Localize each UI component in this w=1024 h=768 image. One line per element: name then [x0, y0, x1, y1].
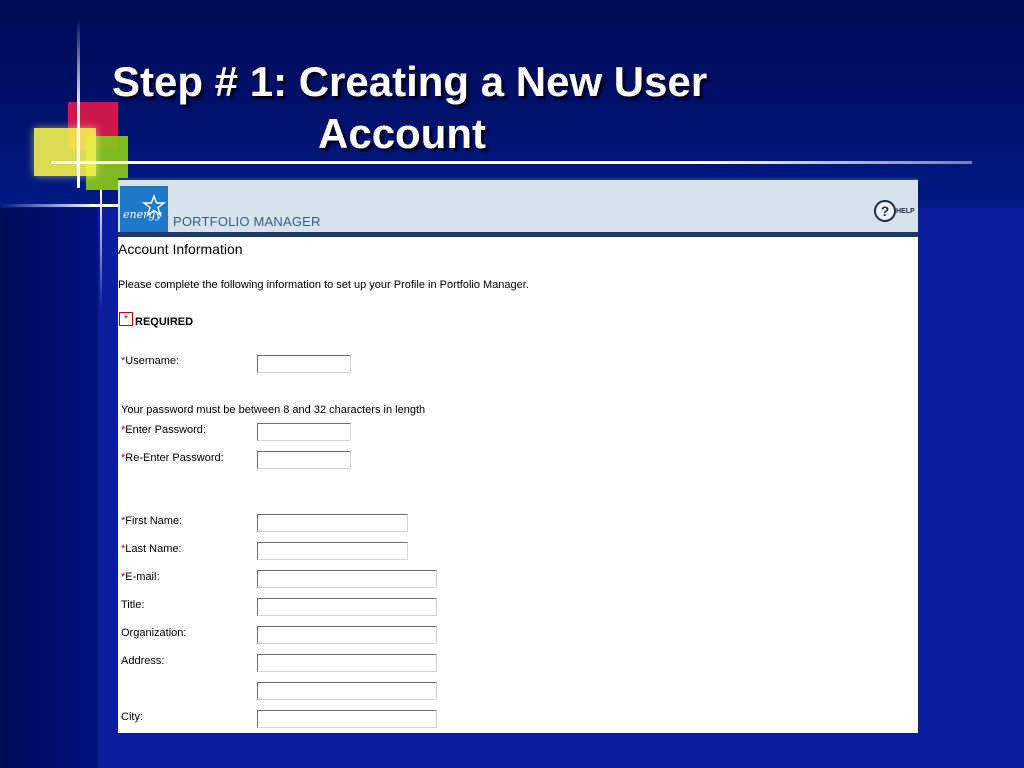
slide-title: [112, 56, 872, 160]
password-input[interactable]: [257, 423, 351, 441]
username-label: *Username:: [121, 355, 180, 367]
email-input[interactable]: [257, 570, 437, 588]
organization-label: Organization:: [121, 627, 187, 639]
required-star: *: [121, 452, 126, 464]
portfolio-manager-screenshot: [118, 178, 918, 733]
intro-text: Please complete the following information to set up your Profile in Portfolio Manager.: [118, 279, 529, 291]
password-confirm-label: *Re-Enter Password:: [121, 452, 224, 464]
logo-text: energy: [123, 208, 162, 221]
question-mark-icon[interactable]: ?: [874, 200, 896, 222]
section-title: Account Information: [118, 241, 243, 257]
energy-star-icon: [142, 194, 166, 218]
decor-horizontal-line: [52, 161, 972, 164]
help-link[interactable]: HELP: [896, 208, 915, 215]
password-note: Your password must be between 8 and 32 characters in length: [121, 404, 426, 416]
required-star: *: [121, 515, 126, 527]
email-label: *E-mail:: [121, 571, 160, 583]
required-star: *: [121, 571, 126, 583]
required-marker-box: *: [119, 312, 133, 326]
energy-star-logo: [120, 186, 168, 234]
last-name-input[interactable]: [257, 542, 408, 560]
address-line2-input[interactable]: [257, 682, 437, 700]
first-name-input[interactable]: [257, 514, 408, 532]
password-label: *Enter Password:: [121, 424, 206, 436]
slide-left-strip: [0, 208, 98, 768]
organization-input[interactable]: [257, 626, 437, 644]
app-title: PORTFOLIO MANAGER: [173, 214, 321, 229]
required-star: *: [121, 424, 126, 436]
app-header: [118, 178, 918, 234]
slide-title-line2: Account: [318, 110, 486, 157]
city-input[interactable]: [257, 710, 437, 728]
title-label: Title:: [121, 599, 145, 611]
decor-horizontal-line-lower: [0, 204, 120, 207]
first-name-label: *First Name:: [121, 515, 183, 527]
address-label: Address:: [121, 655, 165, 667]
required-label: REQUIRED: [135, 316, 194, 328]
required-star: *: [121, 543, 126, 555]
username-input[interactable]: [257, 355, 351, 373]
decor-vertical-line-lower: [100, 190, 102, 310]
title-input[interactable]: [257, 598, 437, 616]
last-name-label: *Last Name:: [121, 543, 182, 555]
header-divider-bar: [118, 232, 918, 237]
password-confirm-input[interactable]: [257, 451, 351, 469]
city-label: City:: [121, 711, 143, 723]
address-input[interactable]: [257, 654, 437, 672]
slide-title-line1: Step # 1: Creating a New User: [112, 58, 708, 105]
required-star: *: [121, 355, 126, 367]
decor-yellow-square: [34, 128, 96, 176]
